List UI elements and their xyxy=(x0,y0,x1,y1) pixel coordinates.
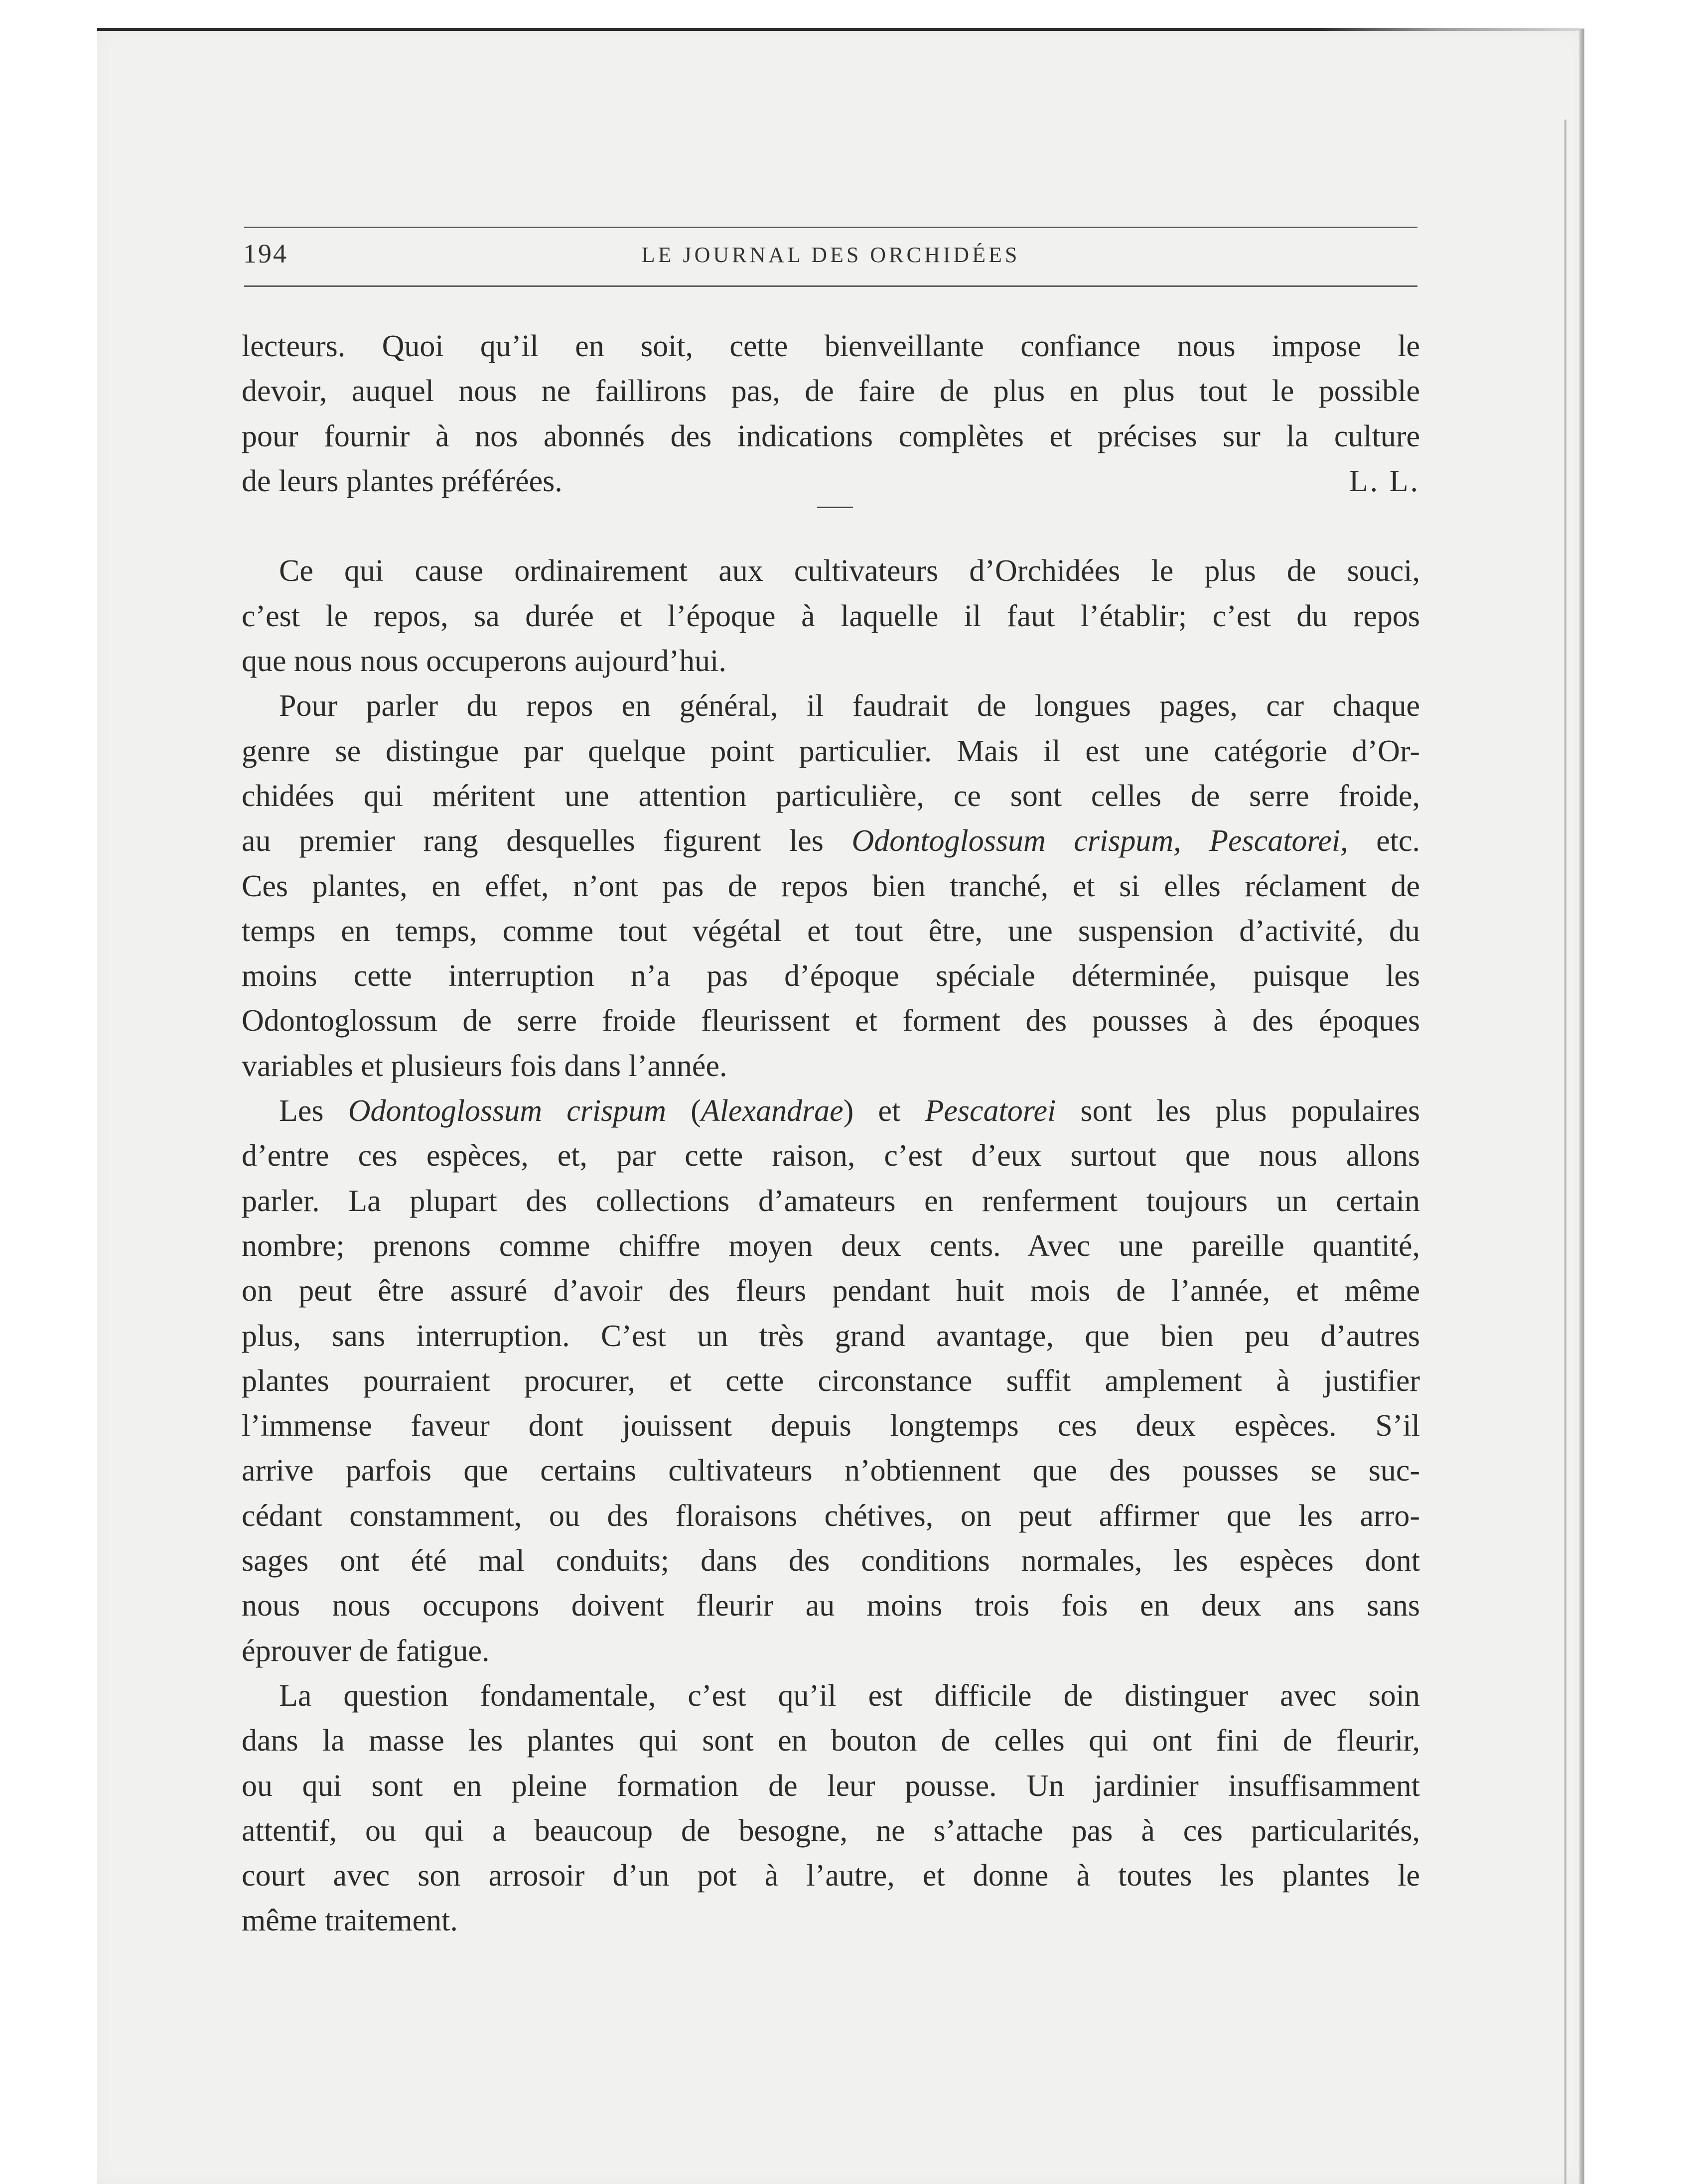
text-line: nous nous occupons doivent fleurir au moins trois fois en deux ans sans xyxy=(242,1589,1420,1623)
text-line: variables et plusieurs fois dans l’année. xyxy=(242,1049,727,1083)
text-line: Ce qui cause ordinairement aux cultivateurs d’Orchidées le plus de souci, xyxy=(279,554,1420,588)
text-fragment: au premier rang desquelles figurent les xyxy=(242,824,852,858)
text-line: La question fondamentale, c’est qu’il est difficile de distinguer avec soin xyxy=(279,1678,1420,1713)
text-line: temps en temps, comme tout végétal et tout être, une suspension d’activité, du xyxy=(242,914,1420,948)
text-line: sages ont été mal conduits; dans des conditions normales, les espèces dont xyxy=(242,1544,1420,1578)
text-fragment: de leurs plantes préférées. xyxy=(242,464,563,498)
text-line: court avec son arrosoir d’un pot à l’autre, et donne à toutes les plantes le xyxy=(242,1859,1420,1893)
text-line: l’immense faveur dont jouissent depuis longtemps ces deux espèces. S’il xyxy=(242,1409,1420,1443)
sheet-fold-line xyxy=(1564,120,1566,2184)
text-line: on peut être assuré d’avoir des fleurs pendant huit mois de l’année, et même xyxy=(242,1274,1420,1308)
sheet-right-edge xyxy=(1579,29,1584,2184)
text-line xyxy=(242,1089,1420,1133)
text-line: cédant constamment, ou des floraisons chétives, on peut affirmer que les arro- xyxy=(242,1499,1420,1533)
author-signature: L. L. xyxy=(1349,464,1420,498)
text-line: nombre; prenons comme chiffre moyen deux cents. Avec une pareille quantité, xyxy=(242,1228,1420,1263)
text-line: Ces plantes, en effet, n’ont pas de repos bien tranché, et si elles réclament de xyxy=(242,869,1420,903)
text-line: c’est le repos, sa durée et l’époque à laquelle il faut l’établir; c’est du repos xyxy=(242,599,1420,633)
text-line xyxy=(242,459,1420,504)
text-line: même traitement. xyxy=(242,1904,458,1938)
species-name: Pescatorei xyxy=(925,1094,1056,1128)
text-fragment: ) et xyxy=(843,1094,925,1128)
text-line: devoir, auquel nous ne faillirons pas, de faire de plus en plus tout le possible xyxy=(242,374,1420,409)
article-body xyxy=(242,324,1420,1943)
page-number: 194 xyxy=(243,239,288,269)
text-line: moins cette interruption n’a pas d’époque spéciale déterminée, puisque les xyxy=(242,959,1420,993)
text-line: chidées qui méritent une attention particulière, ce sont celles de serre froide, xyxy=(242,779,1420,813)
text-line: pour fournir à nos abonnés des indications complètes et précises sur la culture xyxy=(242,419,1420,453)
text-line: lecteurs. Quoi qu’il en soit, cette bienveillante confiance nous impose le xyxy=(242,329,1420,363)
text-line: plus, sans interruption. C’est un très grand avantage, que bien peu d’autres xyxy=(242,1319,1420,1353)
species-name: Odontoglossum crispum xyxy=(348,1094,666,1128)
text-line: ou qui sont en pleine formation de leur pousse. Un jardinier insuffisamment xyxy=(242,1769,1420,1803)
text-fragment: ( xyxy=(666,1094,701,1128)
text-line: que nous nous occuperons aujourd’hui. xyxy=(242,644,726,679)
text-line: parler. La plupart des collections d’amateurs en renferment toujours un certain xyxy=(242,1184,1420,1218)
text-line: d’entre ces espèces, et, par cette raison, c’est d’eux surtout que nous allons xyxy=(242,1139,1420,1173)
text-fragment: Les xyxy=(279,1094,348,1128)
text-line: arrive parfois que certains cultivateurs n’obtiennent que des pousses se suc- xyxy=(242,1454,1420,1488)
text-line: éprouver de fatigue. xyxy=(242,1634,490,1668)
header-rule-bottom xyxy=(244,285,1417,287)
text-line xyxy=(242,819,1420,863)
section-break xyxy=(242,504,1420,548)
header-rule-top xyxy=(244,227,1417,228)
running-title: LE JOURNAL DES ORCHIDÉES xyxy=(641,243,1020,267)
separator-rule xyxy=(817,507,853,508)
text-line: dans la masse les plantes qui sont en bouton de celles qui ont fini de fleurir, xyxy=(242,1724,1420,1758)
text-fragment: etc. xyxy=(1348,824,1420,858)
species-name: Odontoglossum crispum, Pescatorei, xyxy=(851,824,1348,858)
text-line: plantes pourraient procurer, et cette circonstance suffit amplement à justifier xyxy=(242,1364,1420,1398)
species-name: Alexandrae xyxy=(701,1094,844,1128)
text-line: Pour parler du repos en général, il faudrait de longues pages, car chaque xyxy=(279,689,1420,723)
text-line: genre se distingue par quelque point particulier. Mais il est une catégorie d’Or- xyxy=(242,734,1420,768)
sheet-top-edge xyxy=(97,28,1584,31)
text-line: Odontoglossum de serre froide fleurissent et forment des pousses à des époques xyxy=(242,1004,1420,1038)
text-fragment: sont les plus populaires xyxy=(1056,1094,1420,1128)
text-line: attentif, ou qui a beaucoup de besogne, ne s’attache pas à ces particularités, xyxy=(242,1813,1420,1848)
